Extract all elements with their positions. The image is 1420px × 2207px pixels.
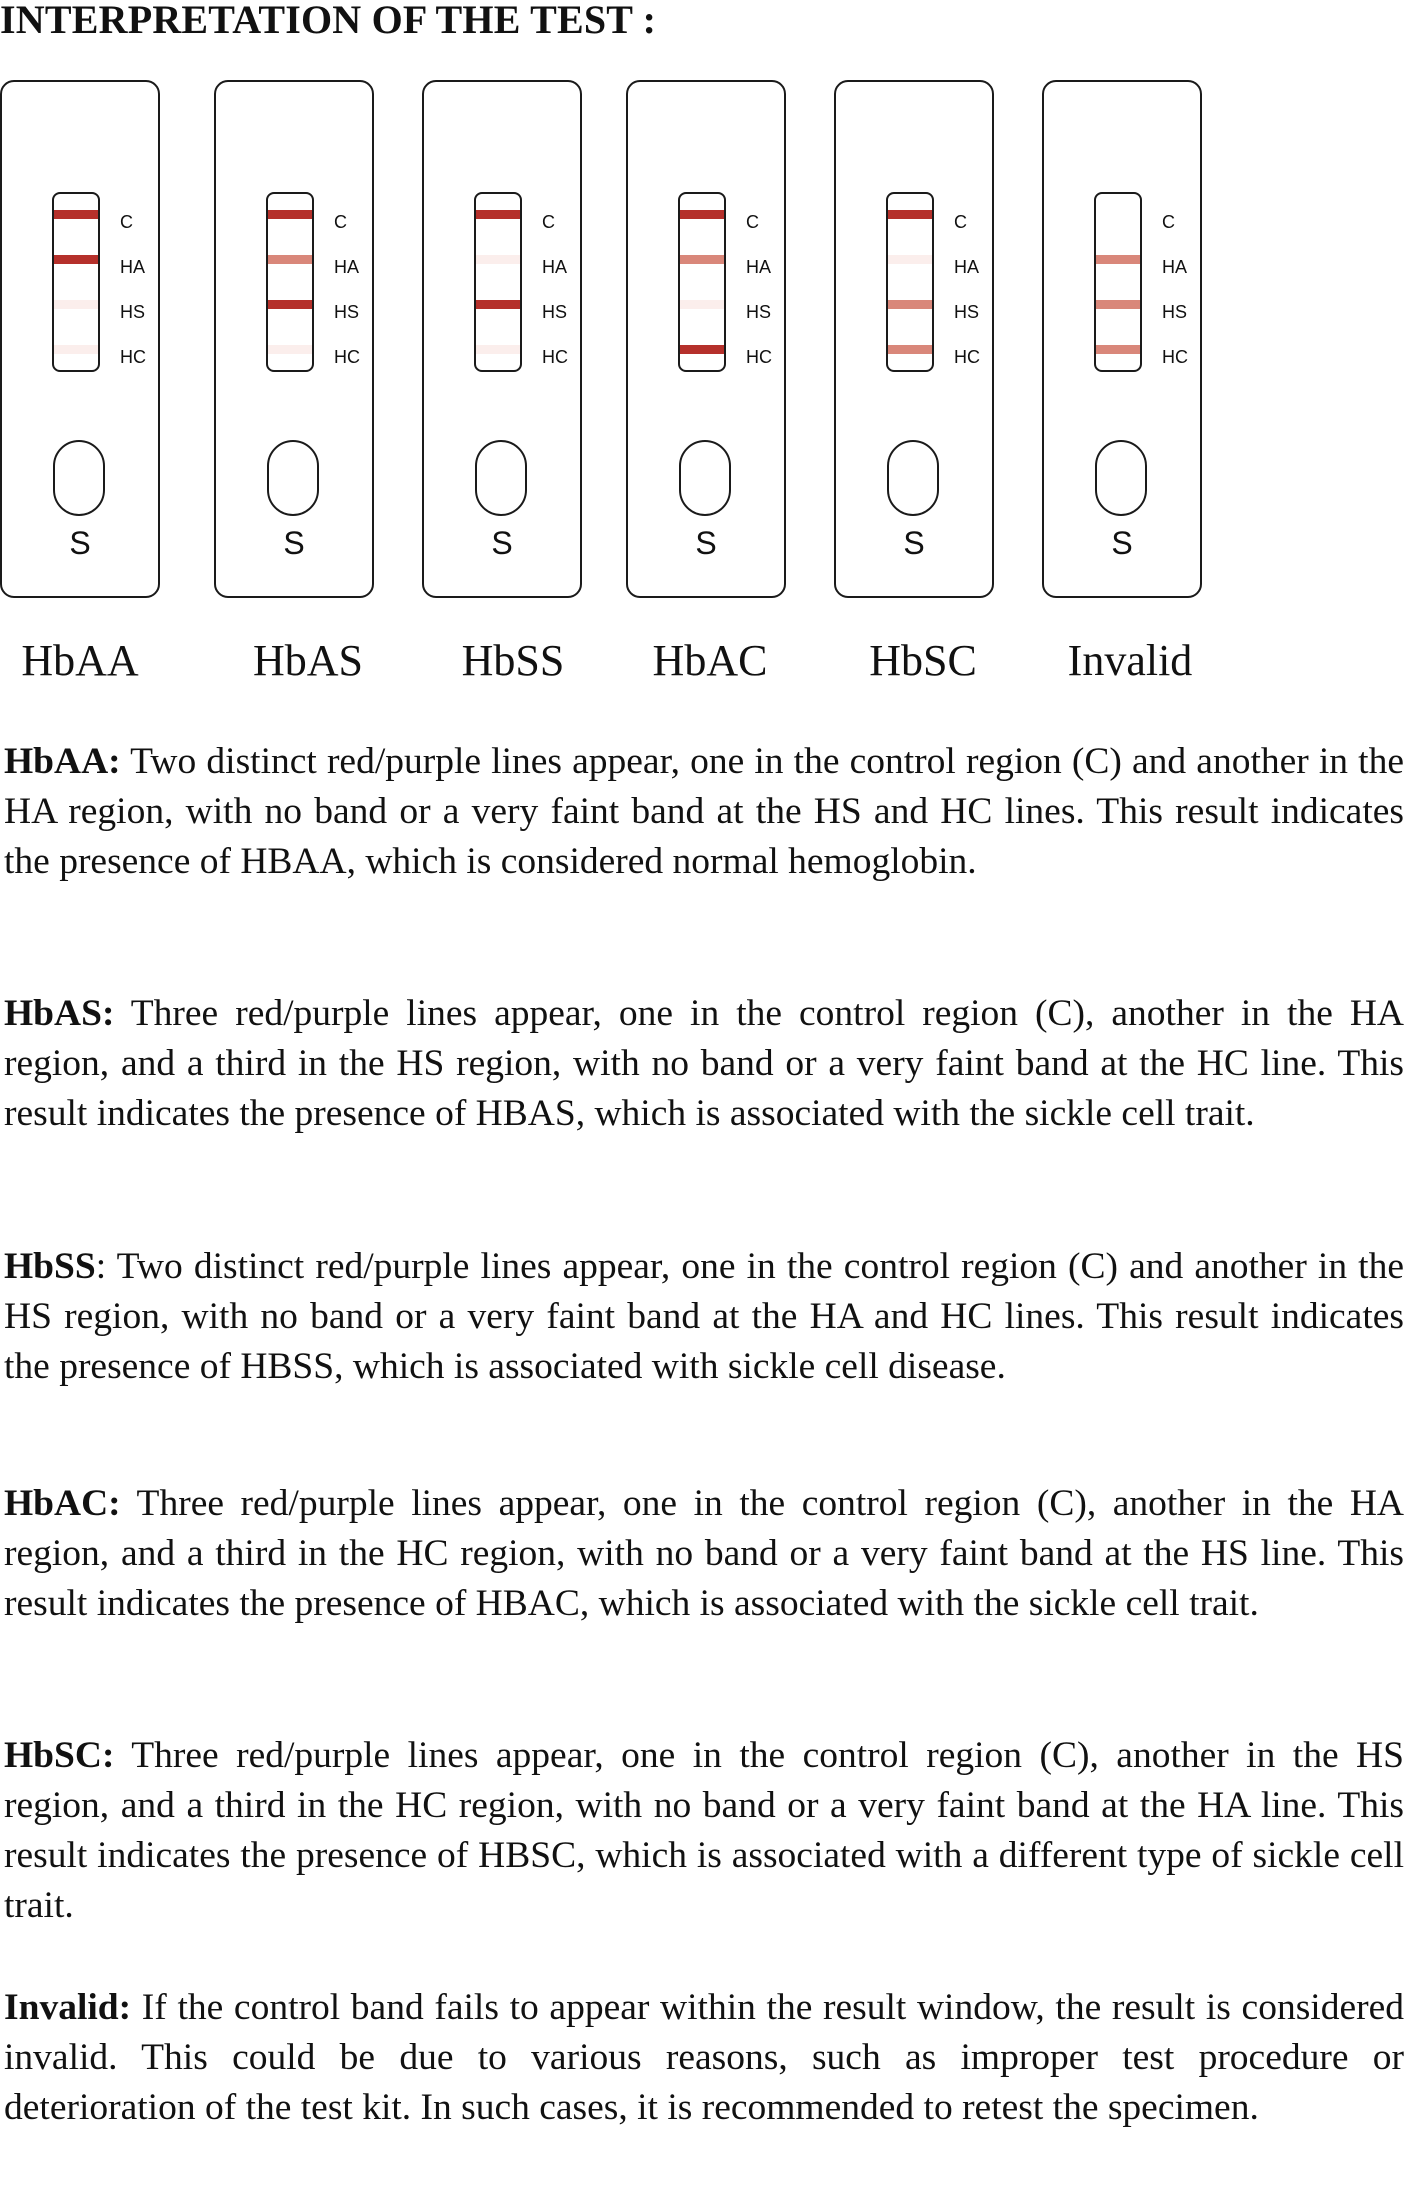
- paragraph-term: Invalid:: [4, 1987, 132, 2028]
- band-label-ha: HA: [746, 257, 772, 277]
- sample-well-label: S: [695, 525, 717, 561]
- sample-well: [53, 440, 105, 516]
- cassette-hbac: [626, 80, 786, 598]
- result-window: [1094, 192, 1142, 372]
- band-label-hc: HC: [954, 347, 980, 367]
- band-c: [1096, 210, 1140, 219]
- band-c: [268, 210, 312, 219]
- band-label-hs: HS: [542, 302, 568, 322]
- band-label-hc: HC: [334, 347, 360, 367]
- band-ha: [1096, 255, 1140, 264]
- paragraph-invalid: [4, 1983, 1404, 2133]
- sample-well: [679, 440, 731, 516]
- band-label-hs: HS: [746, 302, 772, 322]
- band-label-c: C: [746, 212, 759, 232]
- band-label-c: C: [120, 212, 133, 232]
- paragraph-text: If the control band fails to appear within the result window, the result is considered invalid. This could be due to various reasons, such as improper test procedure or deterioration of the test kit. In such cases, it is recommended to retest the specimen.: [4, 1987, 1404, 2128]
- paragraph-hbaa: [4, 737, 1404, 887]
- band-label-ha: HA: [542, 257, 568, 277]
- paragraph-term: HbAC:: [4, 1483, 121, 1524]
- band-ha: [476, 255, 520, 264]
- paragraph-term: HbSC:: [4, 1735, 115, 1776]
- paragraph-hbss: [4, 1242, 1404, 1392]
- cassette-invalid: [1042, 80, 1202, 598]
- band-label-c: C: [334, 212, 347, 232]
- band-label-hc: HC: [542, 347, 568, 367]
- band-label-hc: HC: [1162, 347, 1188, 367]
- band-label-ha: HA: [334, 257, 360, 277]
- band-c: [476, 210, 520, 219]
- band-hs: [680, 300, 724, 309]
- sample-well: [267, 440, 319, 516]
- sample-well-label: S: [903, 525, 925, 561]
- sample-well: [1095, 440, 1147, 516]
- sample-well-label: S: [1111, 525, 1133, 561]
- sample-well: [887, 440, 939, 516]
- result-window: [266, 192, 314, 372]
- paragraph-text: Three red/purple lines appear, one in the control region (C), another in the HS region, and a third in the HC region, with no band or a very faint band at the HA line. This result indicates the presence of HBSC, which is associated with a different type of sickle cell trait.: [4, 1735, 1404, 1926]
- result-window: [886, 192, 934, 372]
- cassette-name-hbas: HbAS: [252, 636, 364, 685]
- band-hc: [680, 345, 724, 354]
- sample-well: [475, 440, 527, 516]
- result-window: [678, 192, 726, 372]
- band-ha: [268, 255, 312, 264]
- band-hc: [54, 345, 98, 354]
- band-hs: [888, 300, 932, 309]
- band-hc: [268, 345, 312, 354]
- band-label-c: C: [954, 212, 967, 232]
- band-label-c: C: [542, 212, 555, 232]
- paragraph-hbsc: [4, 1731, 1404, 1931]
- band-c: [680, 210, 724, 219]
- cassette-name-hbsc: HbSC: [869, 636, 977, 685]
- band-ha: [680, 255, 724, 264]
- paragraph-text: Two distinct red/purple lines appear, one in the control region (C) and another in the HA region, with no band or a very faint band at the HS and HC lines. This result indicates the presence of HBAA, which is considered normal hemoglobin.: [4, 741, 1404, 882]
- band-label-ha: HA: [954, 257, 980, 277]
- band-hc: [476, 345, 520, 354]
- sample-well-label: S: [69, 525, 91, 561]
- band-label-ha: HA: [1162, 257, 1188, 277]
- band-label-hs: HS: [954, 302, 980, 322]
- paragraph-term: HbAS:: [4, 993, 115, 1034]
- band-label-hs: HS: [334, 302, 360, 322]
- band-c: [54, 210, 98, 219]
- cassette-hbss: [422, 80, 582, 598]
- band-hs: [268, 300, 312, 309]
- cassette-hbas: [214, 80, 374, 598]
- cassette-name-hbaa: HbAA: [21, 636, 139, 685]
- sample-well-label: S: [283, 525, 305, 561]
- band-label-hs: HS: [120, 302, 146, 322]
- band-hc: [888, 345, 932, 354]
- cassette-name-hbac: HbAC: [652, 636, 768, 685]
- page-title: INTERPRETATION OF THE TEST :: [0, 0, 657, 42]
- band-hs: [476, 300, 520, 309]
- band-hc: [1096, 345, 1140, 354]
- cassette-name-hbss: HbSS: [461, 636, 565, 685]
- band-hs: [54, 300, 98, 309]
- paragraph-text: : Two distinct red/purple lines appear, one in the control region (C) and another in the HS region, with no band or a very faint band at the HA and HC lines. This result indicates the presence of HBSS, which is associated with sickle cell disease.: [4, 1246, 1404, 1387]
- band-label-ha: HA: [120, 257, 146, 277]
- result-window: [52, 192, 100, 372]
- sample-well-label: S: [491, 525, 513, 561]
- result-window: [474, 192, 522, 372]
- band-label-hs: HS: [1162, 302, 1188, 322]
- paragraph-hbac: [4, 1479, 1404, 1629]
- paragraph-term: HbAA:: [4, 741, 121, 782]
- band-label-c: C: [1162, 212, 1175, 232]
- cassette-hbsc: [834, 80, 994, 598]
- band-label-hc: HC: [746, 347, 772, 367]
- paragraph-hbas: [4, 989, 1404, 1139]
- band-ha: [54, 255, 98, 264]
- band-c: [888, 210, 932, 219]
- band-ha: [888, 255, 932, 264]
- band-hs: [1096, 300, 1140, 309]
- paragraph-text: Three red/purple lines appear, one in the control region (C), another in the HA region, and a third in the HS region, with no band or a very faint band at the HC line. This result indicates the presence of HBAS, which is associated with the sickle cell trait.: [4, 993, 1404, 1134]
- paragraph-term: HbSS: [4, 1246, 96, 1287]
- cassette-name-invalid: Invalid: [1067, 636, 1193, 685]
- band-label-hc: HC: [120, 347, 146, 367]
- paragraph-text: Three red/purple lines appear, one in the control region (C), another in the HA region, and a third in the HC region, with no band or a very faint band at the HS line. This result indicates the presence of HBAC, which is associated with the sickle cell trait.: [4, 1483, 1404, 1624]
- cassette-hbaa: [0, 80, 160, 598]
